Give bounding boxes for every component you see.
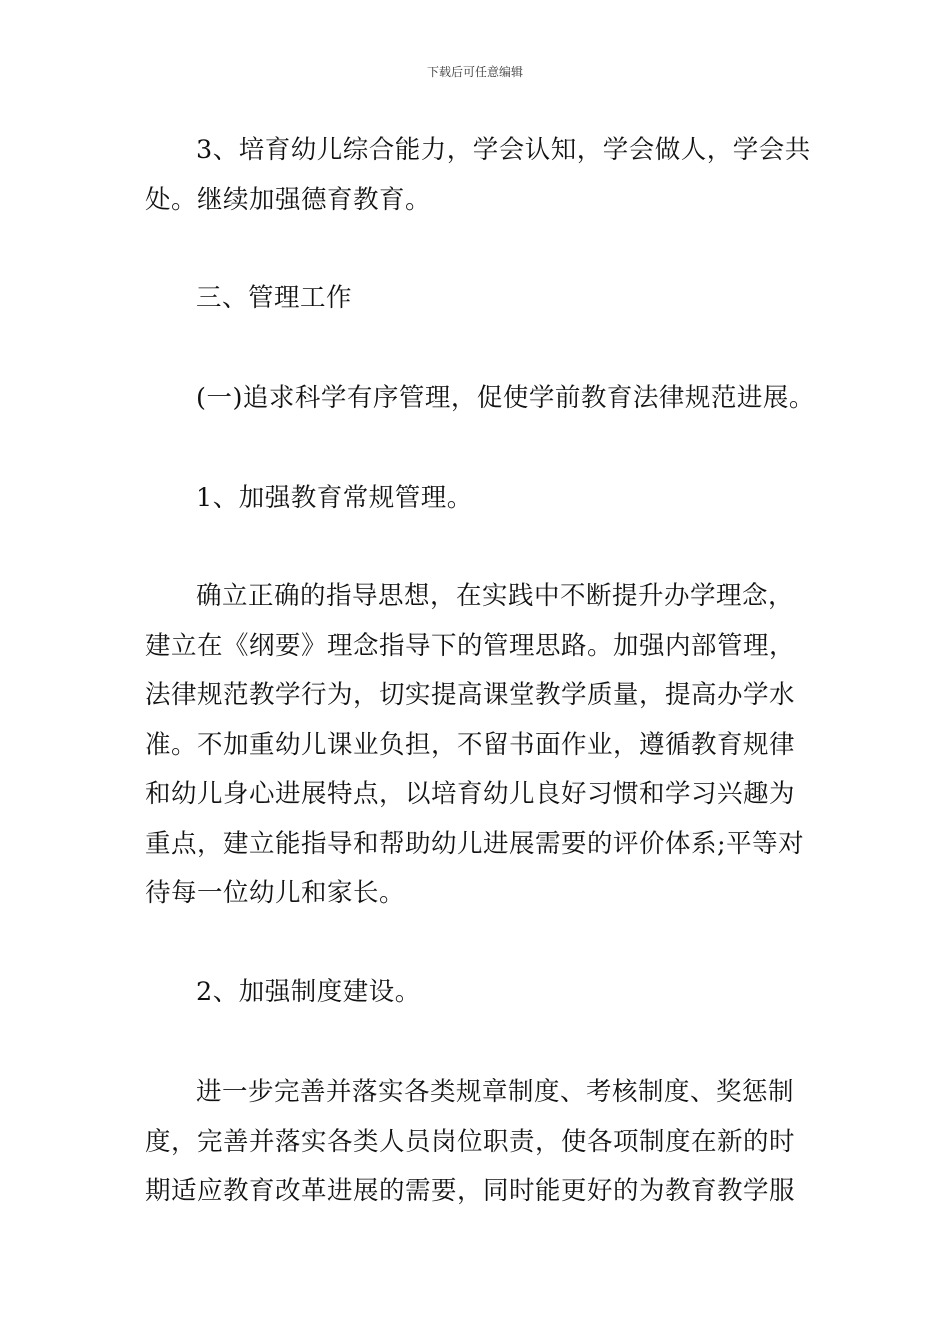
item-heading-2 bbox=[145, 968, 807, 1018]
text-line: 期适应教育改革进展的需要，同时能更好的为教育教学服 bbox=[145, 1176, 796, 1206]
text-line: 度，完善并落实各类人员岗位职责，使各项制度在新的时 bbox=[145, 1126, 796, 1157]
text-line: 1、加强教育常规管理。 bbox=[196, 483, 473, 513]
text-line: 确立正确的指导思想，在实践中不断提升办学理念， bbox=[196, 581, 795, 611]
subsection-heading-1 bbox=[145, 374, 815, 424]
text-line: 三、管理工作 bbox=[196, 283, 353, 313]
paragraph-body-1 bbox=[145, 572, 807, 919]
text-line: 3、培育幼儿综合能力，学会认知，学会做人，学会共 bbox=[196, 135, 811, 165]
text-line: 进一步完善并落实各类规章制度、考核制度、奖惩制 bbox=[196, 1077, 795, 1107]
page-header: 下载后可任意编辑 bbox=[426, 65, 523, 79]
item-heading-1 bbox=[145, 474, 807, 524]
text-line: 建立在《纲要》理念指导下的管理思路。加强内部管理， bbox=[145, 630, 796, 661]
text-line: 准。不加重幼儿课业负担，不留书面作业，遵循教育规律 bbox=[145, 729, 796, 760]
text-line: 重点，建立能指导和帮助幼儿进展需要的评价体系;平等对 bbox=[145, 828, 805, 859]
text-line: (一)追求科学有序管理，促使学前教育法律规范进展。 bbox=[196, 383, 815, 413]
paragraph-body-2 bbox=[145, 1068, 807, 1217]
text-line: 待每一位幼儿和家长。 bbox=[145, 878, 406, 908]
text-line: 2、加强制度建设。 bbox=[196, 977, 421, 1007]
text-line: 处。继续加强德育教育。 bbox=[145, 184, 432, 215]
text-line: 和幼儿身心进展特点，以培育幼儿良好习惯和学习兴趣为 bbox=[145, 779, 796, 809]
section-heading-management bbox=[145, 274, 807, 324]
paragraph-item-3 bbox=[145, 126, 811, 225]
text-line: 法律规范教学行为，切实提高课堂教学质量，提高办学水 bbox=[145, 680, 796, 710]
